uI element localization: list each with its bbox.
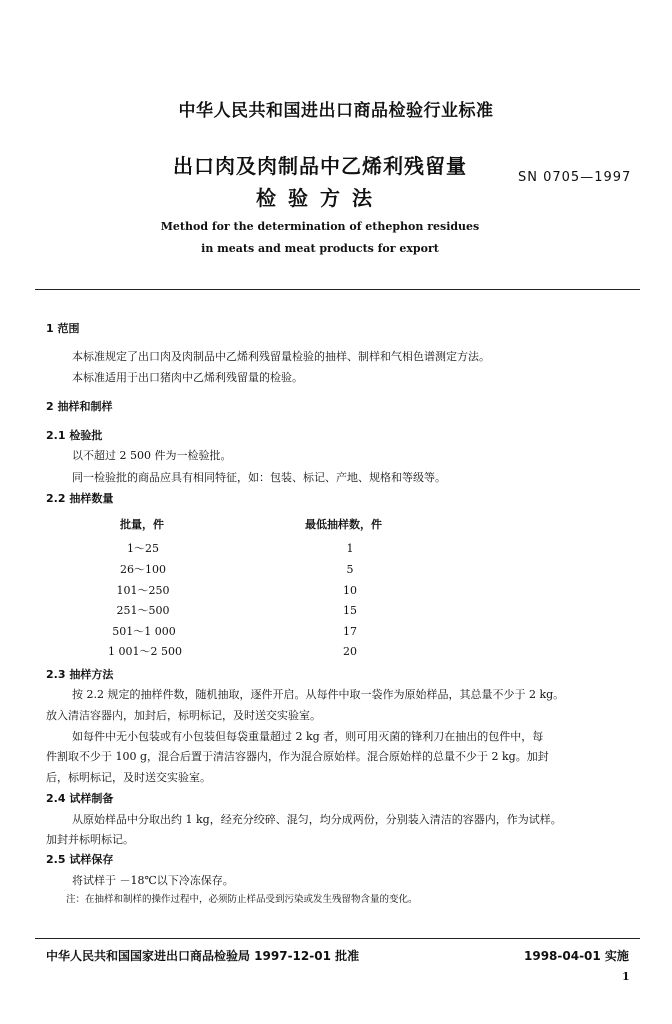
section-2-heading: 2 抽样和制样 <box>46 400 113 413</box>
document-title-line2: 检验方法 <box>256 186 384 210</box>
english-title-line2: in meats and meat products for export <box>201 242 439 255</box>
table-row-sample: 15 <box>343 604 357 617</box>
approval-line: 中华人民共和国国家进出口商品检验局 1997-12-01 批准 <box>46 949 360 963</box>
section-2-5-note: 注：在抽样和制样的操作过程中，必须防止样品受到污染或发生残留物含量的变化。 <box>66 894 418 905</box>
section-2-3-heading: 2.3 抽样方法 <box>46 668 114 681</box>
section-2-5-line-1: 将试样于 －18℃以下冷冻保存。 <box>72 874 234 887</box>
table-row-sample: 20 <box>343 645 357 658</box>
table-row-sample: 1 <box>346 542 354 555</box>
table-row-sample: 5 <box>346 563 354 576</box>
table-row-sample: 17 <box>343 625 357 638</box>
table-row-lot: 1～25 <box>127 542 159 555</box>
section-2-4-line-1: 从原始样品中分取出约 1 kg，经充分绞碎、混匀，均分成两份，分别装入清洁的容器内，作为试样。 <box>72 813 562 826</box>
bottom-divider <box>35 938 640 939</box>
section-2-3-line-4: 件割取不少于 100 g，混合后置于清洁容器内，作为混合原始样。混合原始样的总量不少于 2 kg。加封 <box>46 750 549 763</box>
english-title-line1: Method for the determination of ethephon residues <box>160 220 480 233</box>
section-2-1-paragraph-2: 同一检验批的商品应具有相同特征，如：包装、标记、产地、规格和等级等。 <box>72 471 446 484</box>
industry-standard-heading: 中华人民共和国进出口商品检验行业标准 <box>178 101 494 121</box>
table-header-lot-size: 批量，件 <box>120 518 164 531</box>
section-1-heading: 1 范围 <box>46 322 80 335</box>
section-2-3-line-3: 如每件中无小包装或有小包装但每袋重量超过 2 kg 者，则可用灭菌的锋利刀在抽出的包件中，每 <box>72 730 544 743</box>
section-2-3-line-1: 按 2.2 规定的抽样件数，随机抽取，逐件开启。从每件中取一袋作为原始样品，其总量不少于 2 kg。 <box>72 688 565 701</box>
section-2-2-heading: 2.2 抽样数量 <box>46 492 114 505</box>
table-header-min-sample: 最低抽样数，件 <box>305 518 382 531</box>
table-row-lot: 501～1 000 <box>112 625 176 638</box>
section-2-4-line-2: 加封并标明标记。 <box>46 833 134 846</box>
table-row-lot: 1 001～2 500 <box>108 645 182 658</box>
table-row-lot: 26～100 <box>120 563 166 576</box>
section-2-4-heading: 2.4 试样制备 <box>46 792 114 805</box>
table-row-lot: 251～500 <box>116 604 170 617</box>
table-row-lot: 101～250 <box>116 584 170 597</box>
section-2-3-line-5: 后，标明标记，及时送交实验室。 <box>46 771 211 784</box>
section-1-paragraph-1: 本标准规定了出口肉及肉制品中乙烯利残留量检验的抽样、制样和气相色谱测定方法。 <box>72 350 490 363</box>
top-divider <box>35 289 640 290</box>
standard-number: SN 0705—1997 <box>518 170 632 185</box>
table-row-sample: 10 <box>343 584 357 597</box>
section-1-paragraph-2: 本标准适用于出口猪肉中乙烯利残留量的检验。 <box>72 371 303 384</box>
document-title-line1: 出口肉及肉制品中乙烯利残留量 <box>173 154 467 178</box>
section-2-1-heading: 2.1 检验批 <box>46 429 103 442</box>
implementation-date: 1998-04-01 实施 <box>524 949 629 963</box>
section-2-1-paragraph-1: 以不超过 2 500 件为一检验批。 <box>72 449 232 462</box>
section-2-3-line-2: 放入清洁容器内，加封后，标明标记，及时送交实验室。 <box>46 709 321 722</box>
section-2-5-heading: 2.5 试样保存 <box>46 853 114 866</box>
page-number: 1 <box>622 970 630 983</box>
